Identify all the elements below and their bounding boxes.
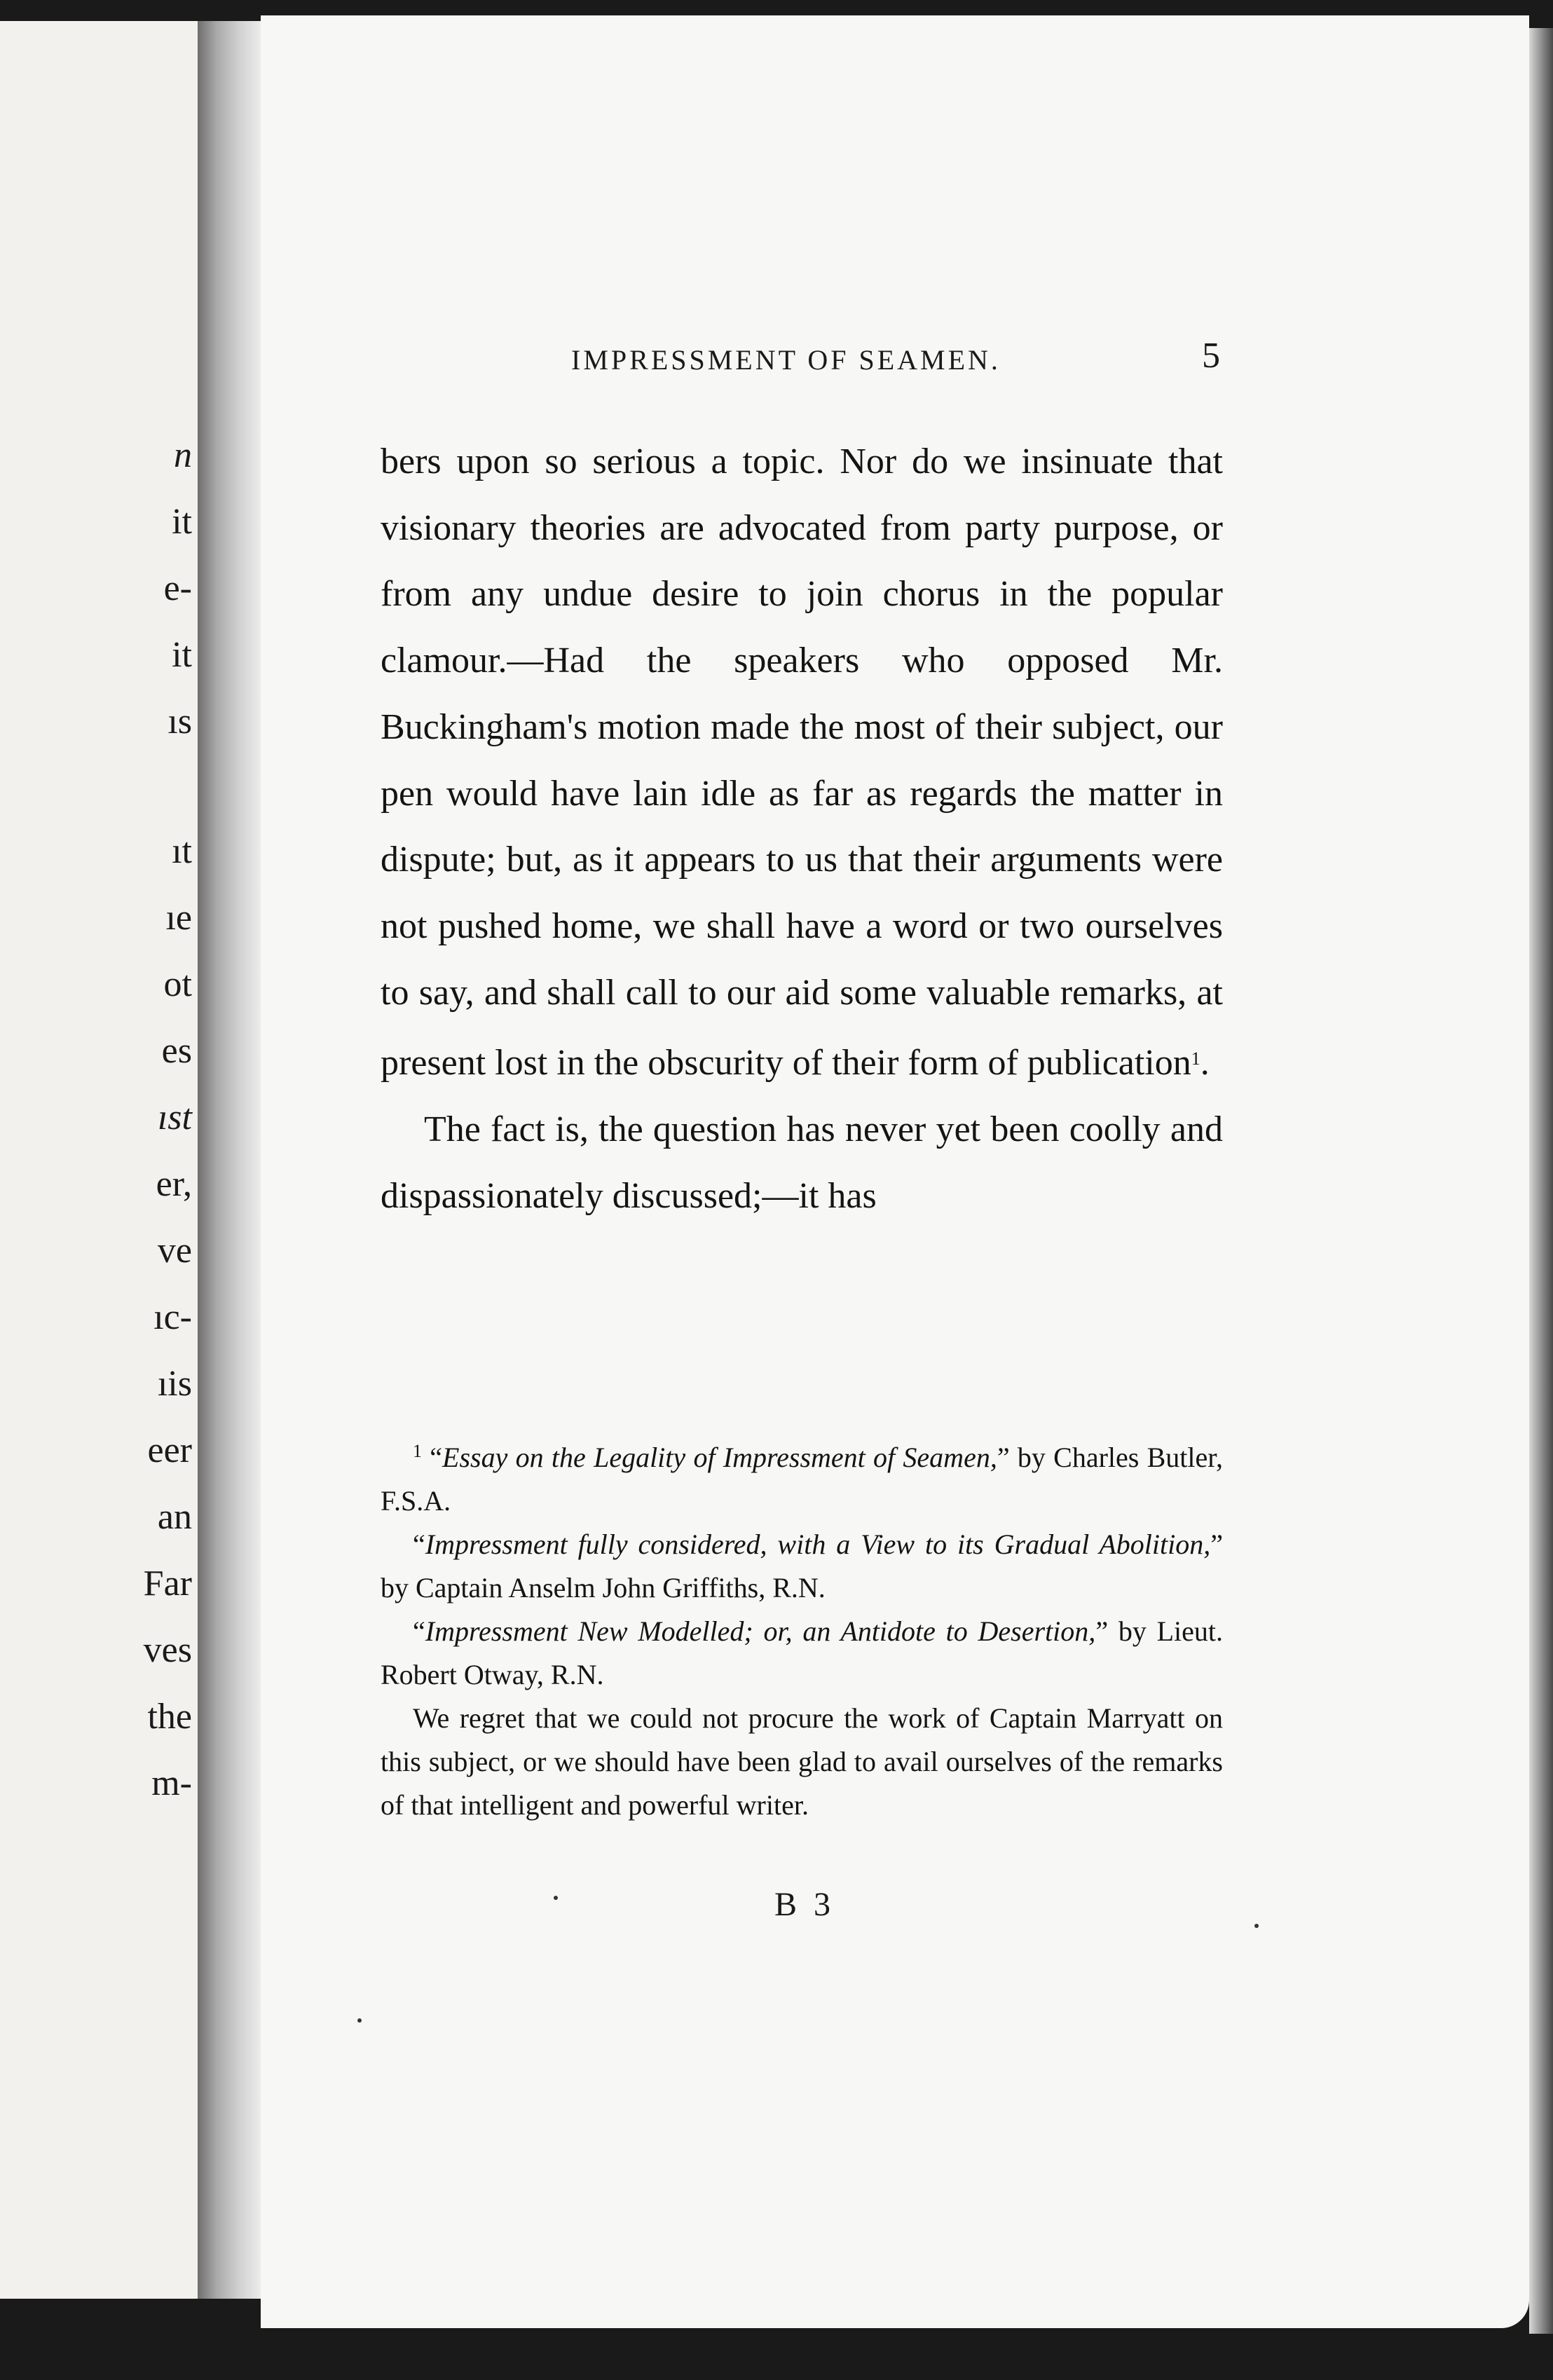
left-page-fragment: ıst (157, 1097, 192, 1137)
footnote-1 (381, 1430, 1223, 1523)
footnote-reference: 1 (1191, 1048, 1200, 1069)
left-page-fragment: ıis (157, 1364, 192, 1404)
left-page-fragment: e- (163, 568, 192, 608)
left-page-fragment: ve (157, 1231, 192, 1271)
left-page-fragment: ot (163, 964, 192, 1004)
paper-speck (1254, 1924, 1259, 1928)
paragraph-1-text: bers upon so serious a topic. Nor do we insinuate that visionary theories are advocated from party purpose, or from any undue desire to join chorus in the popular clamour.—Had the speakers who opposed Mr. Buckingham's motion made the most of their subject, our pen would have lain idle as far as regards the matter in dispute; but, as it appears to us that their arguments were not pushed home, we shall have a word or two ourselves to say, and shall call to our aid some valuable remarks, at present lost in the obscurity of their form of publication (381, 442, 1223, 1083)
left-page-fragment: es (161, 1031, 192, 1071)
left-facing-page (0, 21, 198, 2299)
footnote-3-open-quote: “ (413, 1615, 425, 1647)
page-edge-shadow (1529, 28, 1553, 2334)
paragraph-1 (381, 429, 1223, 1097)
running-head: IMPRESSMENT OF SEAMEN. (571, 344, 1001, 376)
paper-speck (357, 2018, 362, 2023)
footnote-1-rest: ” by Charles Butler, F.S.A. (381, 1442, 1223, 1517)
left-page-fragment: Far (143, 1564, 192, 1603)
left-page-fragment: it (172, 635, 192, 675)
left-page-fragment: it (172, 502, 192, 542)
footnote-2 (381, 1523, 1223, 1610)
footnote-marker: 1 (413, 1441, 422, 1461)
paper-speck (554, 1896, 558, 1900)
page-number: 5 (1202, 336, 1220, 376)
footnote-1-title: Essay on the Legality of Impressment of Seamen, (442, 1442, 997, 1473)
paragraph-2: The fact is, the question has never yet been coolly and dispassionately discussed;—it has (381, 1109, 1223, 1216)
left-page-fragment: ıt (172, 831, 192, 871)
footnote-2-title: Impressment fully considered, with a View to its Gradual Abolition, (425, 1528, 1211, 1560)
left-page-fragment: m- (151, 1763, 192, 1803)
paragraph-1-end: . (1200, 1043, 1210, 1083)
footnotes (381, 1430, 1223, 1827)
left-page-fragment: er, (156, 1164, 192, 1204)
footnote-1-open-quote: “ (430, 1442, 443, 1473)
left-page-fragment: ıe (165, 898, 192, 938)
left-page-fragment: eer (147, 1430, 192, 1470)
left-page-fragment: an (157, 1497, 192, 1537)
signature-mark: B 3 (774, 1886, 835, 1923)
left-page-fragment: the (147, 1697, 192, 1737)
footnote-3 (381, 1610, 1223, 1697)
left-page-fragment: n (174, 435, 192, 475)
binding-gutter (198, 21, 261, 2299)
left-page-fragment: ıc- (153, 1297, 192, 1337)
footnote-3-rest: ” by Lieut. Robert Otway, R.N. (381, 1615, 1223, 1690)
footnote-2-open-quote: “ (413, 1528, 425, 1560)
left-page-fragment: ves (143, 1630, 192, 1670)
footnote-3-title: Impressment New Modelled; or, an Antidote to Desertion, (425, 1615, 1096, 1647)
left-page-fragment: ıs (167, 702, 192, 741)
body-text (381, 429, 1223, 1229)
footnote-2-rest: ” by Captain Anselm John Griffiths, R.N. (381, 1528, 1223, 1603)
footnote-4: We regret that we could not procure the work of Captain Marryatt on this subject, or we should have been glad to avail ourselves of the remarks of that intelligent and powerful writer. (381, 1702, 1223, 1821)
